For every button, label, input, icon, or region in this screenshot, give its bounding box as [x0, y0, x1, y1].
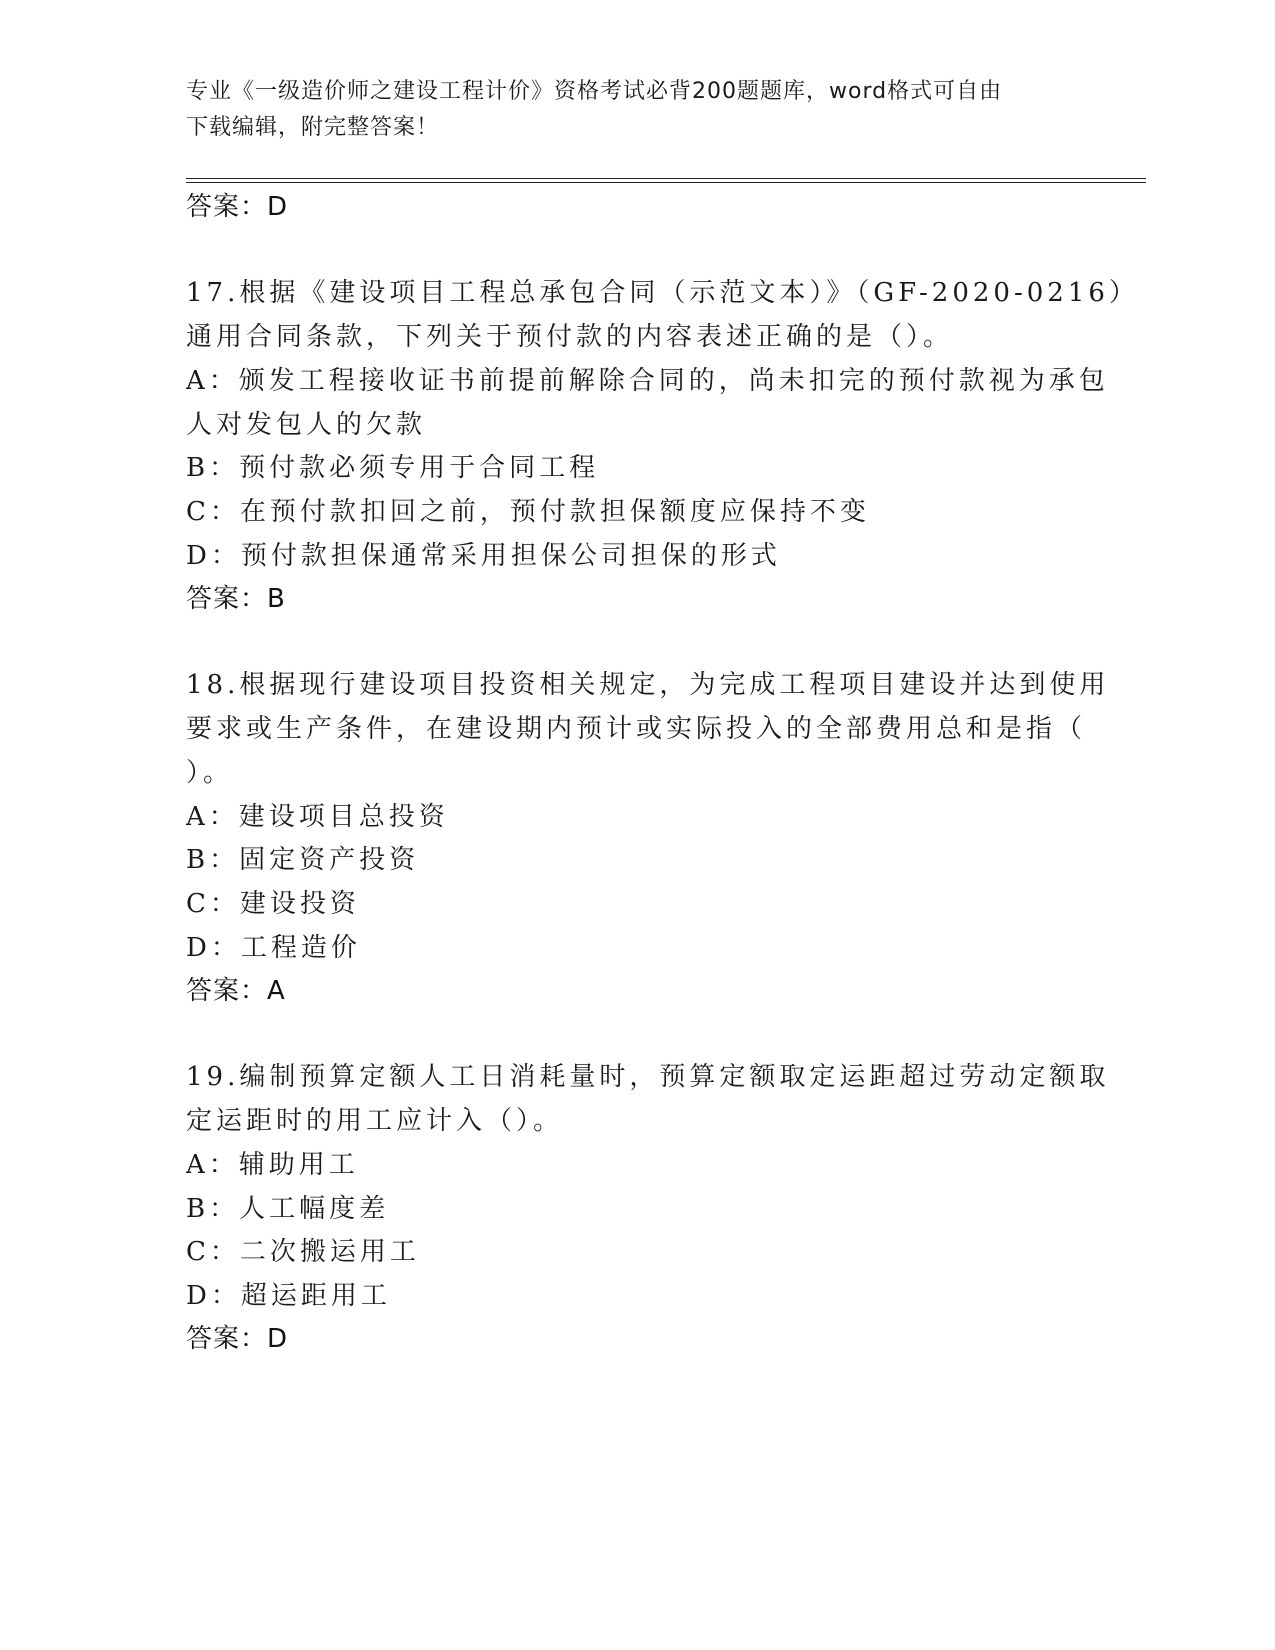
option-a: A：颁发工程接收证书前提前解除合同的，尚未扣完的预付款视为承包 — [186, 366, 1109, 396]
option-b: B：固定资产投资 — [186, 845, 420, 875]
option-d: D：超运距用工 — [186, 1281, 391, 1311]
answer-label: 答案：B — [186, 584, 286, 614]
previous-answer: 答案：D — [186, 192, 289, 222]
option-c: C：在预付款扣回之前，预付款担保额度应保持不变 — [186, 497, 870, 527]
answer-label: 答案：A — [186, 976, 286, 1006]
option-c: C：建设投资 — [186, 889, 360, 919]
option-c: C：二次搬运用工 — [186, 1237, 420, 1267]
option-b: B：人工幅度差 — [186, 1194, 390, 1224]
question-stem-line: 17.根据《建设项目工程总承包合同（示范文本）》（GF-2020-0216） — [186, 278, 1139, 308]
header-divider — [186, 178, 1146, 183]
question-stem-line: 19.编制预算定额人工日消耗量时，预算定额取定运距超过劳动定额取 — [186, 1062, 1110, 1092]
option-d: D：预付款担保通常采用担保公司担保的形式 — [186, 541, 781, 571]
question-stem-line: 定运距时的用工应计入（）。 — [186, 1106, 564, 1136]
question-stem-line: 通用合同条款，下列关于预付款的内容表述正确的是（）。 — [186, 322, 954, 352]
option-d: D：工程造价 — [186, 933, 361, 963]
header-line-2: 下载编辑，附完整答案！ — [186, 115, 440, 140]
question-stem-line: 要求或生产条件，在建设期内预计或实际投入的全部费用总和是指（ — [186, 714, 1087, 744]
answer-label: 答案：D — [186, 1324, 289, 1354]
question-stem-line: ）。 — [186, 758, 234, 788]
question-stem-line: 18.根据现行建设项目投资相关规定，为完成工程项目建设并达到使用 — [186, 670, 1110, 700]
option-b: B：预付款必须专用于合同工程 — [186, 453, 600, 483]
option-a: A：建设项目总投资 — [186, 802, 449, 832]
option-a-continued: 人对发包人的欠款 — [186, 410, 427, 440]
option-a: A：辅助用工 — [186, 1150, 359, 1180]
header-line-1: 专业《一级造价师之建设工程计价》资格考试必背200题题库，word格式可自由 — [186, 79, 1003, 104]
document-header — [186, 74, 1086, 146]
